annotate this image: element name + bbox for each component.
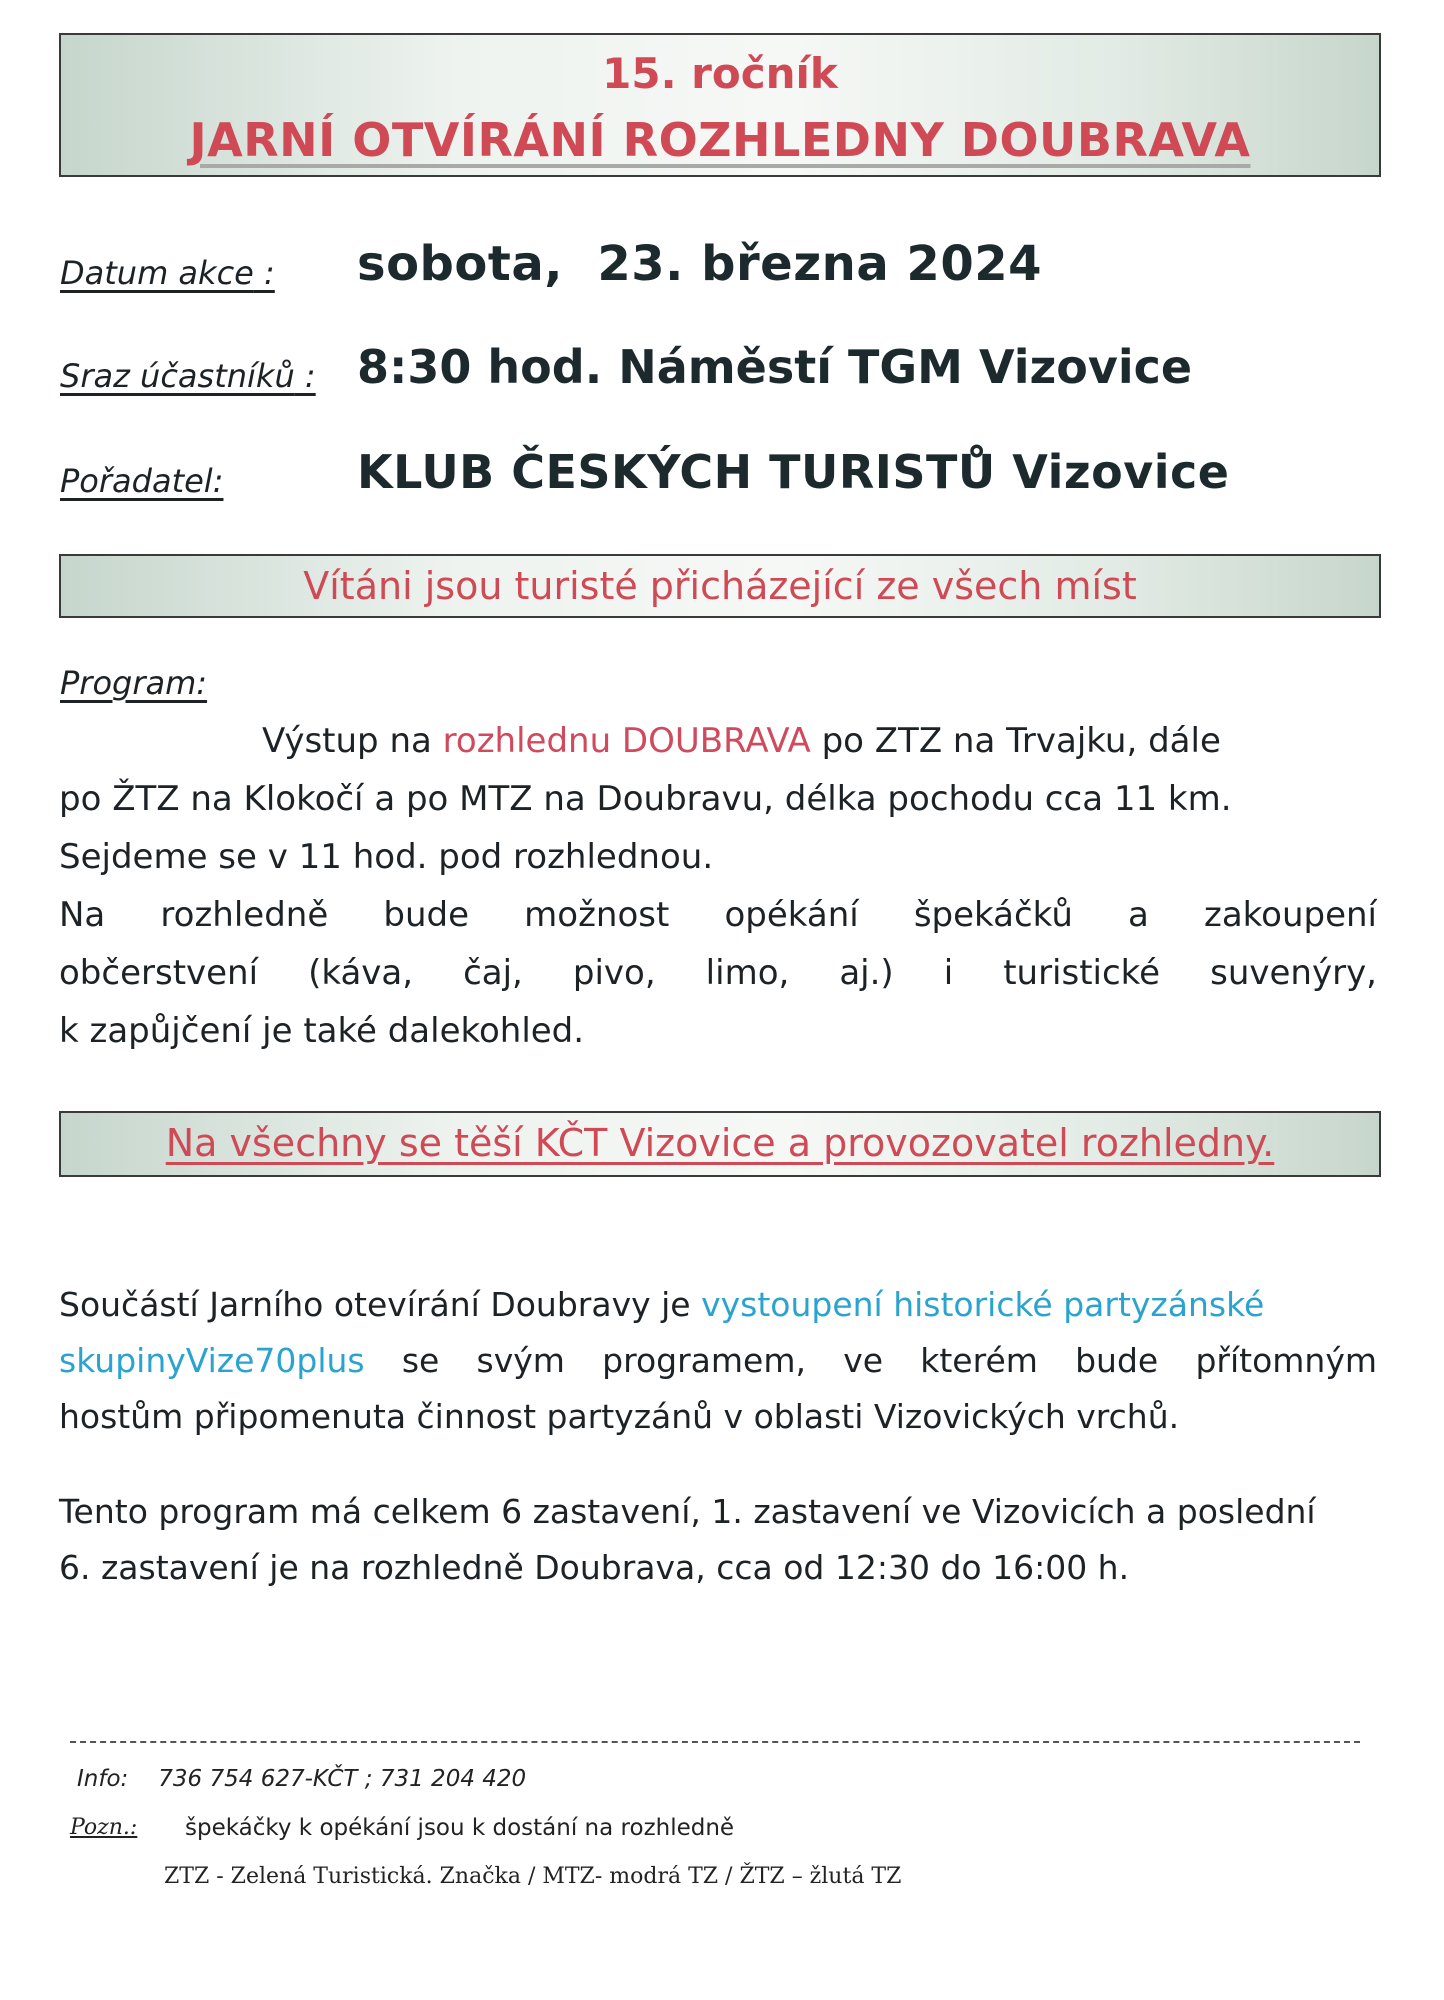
program-line-4: Na rozhledně bude možnost opékání špekáčků a zakoupení [59, 895, 1377, 935]
info-label: Info: [77, 1766, 129, 1792]
trail-legend: ZTZ - Zelená Turistická. Značka / MTZ- modrá TZ / ŽTZ – žlutá TZ [164, 1864, 902, 1889]
program-label: Program: [60, 664, 208, 702]
partisan-line-1: Součástí Jarního otevírání Doubravy je vystoupení historické partyzánské [59, 1285, 1265, 1324]
info-phone: 736 754 627-KČT ; 731 204 420 [158, 1766, 527, 1792]
partisan-line-2: skupinyVize70plus se svým programem, ve kterém bude přítomným [59, 1341, 1377, 1380]
title-banner [59, 33, 1381, 177]
program-line-3: Sejdeme se v 11 hod. pod rozhlednou. [59, 837, 714, 877]
stops-line-2: 6. zastavení je na rozhledně Doubrava, cca od 12:30 do 16:00 h. [59, 1548, 1130, 1587]
date-label: Datum akce : [60, 254, 275, 292]
note-label: Pozn.: [70, 1815, 138, 1840]
program-line-5: občerstvení (káva, čaj, pivo, limo, aj.) i turistické suvenýry, [59, 953, 1377, 993]
welcome-banner: Vítáni jsou turisté přicházející ze všech míst [59, 554, 1381, 618]
program-text [59, 712, 1377, 1060]
program-line-6: k zapůjčení je také dalekohled. [59, 1011, 585, 1051]
organizer-value: KLUB ČESKÝCH TURISTŮ Vizovice [357, 445, 1230, 499]
program-line-2: po ŽTZ na Klokočí a po MTZ na Doubravu, délka pochodu cca 11 km. [59, 779, 1232, 819]
meeting-value: 8:30 hod. Náměstí TGM Vizovice [357, 340, 1193, 394]
organizer-label: Pořadatel: [60, 462, 224, 500]
program-line-1: Výstup na rozhlednu DOUBRAVA po ZTZ na Trvajku, dále [262, 721, 1221, 761]
edition-text: 15. ročník [602, 49, 838, 98]
event-title: JARNÍ OTVÍRÁNÍ ROZHLEDNY DOUBRAVA [189, 113, 1251, 167]
closing-banner: Na všechny se těší KČT Vizovice a provozovatel rozhledny. [59, 1111, 1381, 1177]
note-text: špekáčky k opékání jsou k dostání na rozhledně [185, 1815, 735, 1841]
stops-paragraph [59, 1484, 1377, 1596]
info-row [77, 1766, 526, 1792]
group-name-highlight: skupinyVize70plus [59, 1341, 365, 1380]
lookout-highlight: rozhlednu DOUBRAVA [442, 721, 811, 761]
date-value: sobota, 23. března 2024 [357, 236, 1043, 292]
meeting-label: Sraz účastníků : [60, 357, 316, 395]
footer-divider [70, 1741, 1360, 1743]
partisan-highlight: vystoupení historické partyzánské [701, 1285, 1265, 1324]
partisan-line-3: hostům připomenuta činnost partyzánů v oblasti Vizovických vrchů. [59, 1397, 1180, 1436]
partisan-paragraph [59, 1277, 1377, 1445]
stops-line-1: Tento program má celkem 6 zastavení, 1. zastavení ve Vizovicích a poslední [59, 1492, 1316, 1531]
